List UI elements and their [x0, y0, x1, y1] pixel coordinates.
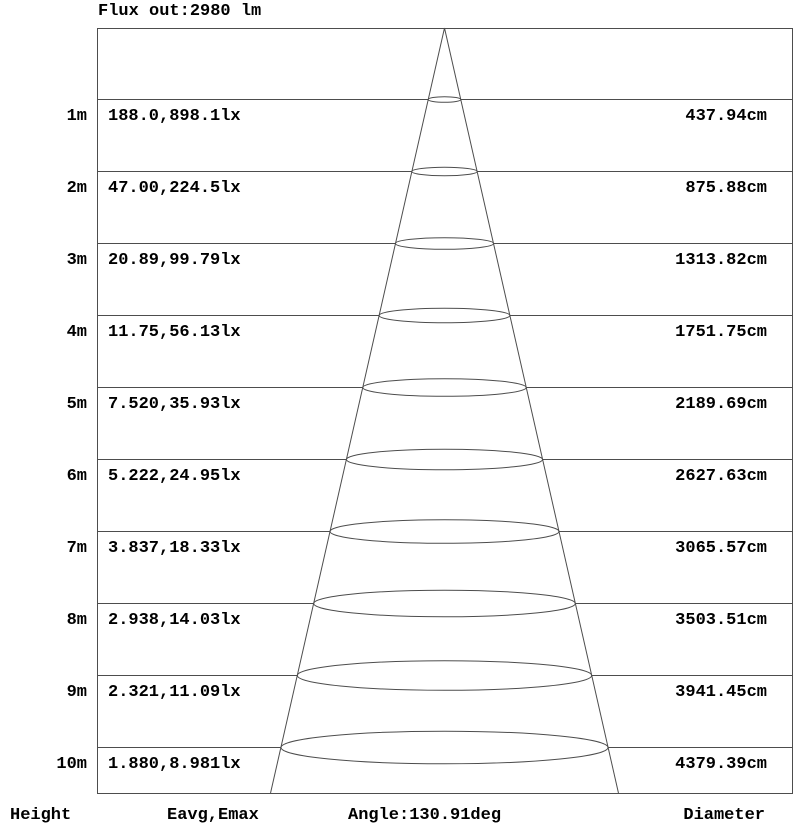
eavg-emax-value: 47.00,224.5lx: [108, 179, 241, 198]
diameter-value: 2189.69cm: [675, 395, 767, 414]
height-label: 5m: [66, 395, 87, 414]
eavg-emax-value: 7.520,35.93lx: [108, 395, 241, 414]
diameter-value: 437.94cm: [685, 107, 767, 126]
footer-diameter-label: Diameter: [683, 806, 765, 825]
height-label: 8m: [66, 611, 87, 630]
height-label: 7m: [66, 539, 87, 558]
diameter-value: 2627.63cm: [675, 467, 767, 486]
height-label: 2m: [66, 179, 87, 198]
height-label: 9m: [66, 683, 87, 702]
height-label: 4m: [66, 323, 87, 342]
eavg-emax-value: 188.0,898.1lx: [108, 107, 241, 126]
footer-height-label: Height: [10, 806, 72, 825]
flux-title: Flux out:2980 lm: [98, 2, 262, 21]
footer-beam-angle-label: Angle:130.91deg: [348, 806, 502, 825]
eavg-emax-value: 1.880,8.981lx: [108, 755, 241, 774]
diameter-value: 4379.39cm: [675, 755, 767, 774]
footer-eavg-emax-label: Eavg,Emax: [167, 806, 259, 825]
diameter-value: 3941.45cm: [675, 683, 767, 702]
eavg-emax-value: 11.75,56.13lx: [108, 323, 241, 342]
height-label: 1m: [66, 107, 87, 126]
eavg-emax-value: 3.837,18.33lx: [108, 539, 241, 558]
diameter-value: 3503.51cm: [675, 611, 767, 630]
eavg-emax-value: 20.89,99.79lx: [108, 251, 241, 270]
diameter-value: 3065.57cm: [675, 539, 767, 558]
diameter-value: 875.88cm: [685, 179, 767, 198]
beam-ellipses: [281, 97, 608, 764]
diameter-value: 1751.75cm: [675, 323, 767, 342]
height-label: 10m: [56, 755, 87, 774]
height-label: 6m: [66, 467, 87, 486]
diameter-value: 1313.82cm: [675, 251, 767, 270]
eavg-emax-value: 2.321,11.09lx: [108, 683, 241, 702]
eavg-emax-value: 5.222,24.95lx: [108, 467, 241, 486]
height-label: 3m: [66, 251, 87, 270]
eavg-emax-value: 2.938,14.03lx: [108, 611, 241, 630]
